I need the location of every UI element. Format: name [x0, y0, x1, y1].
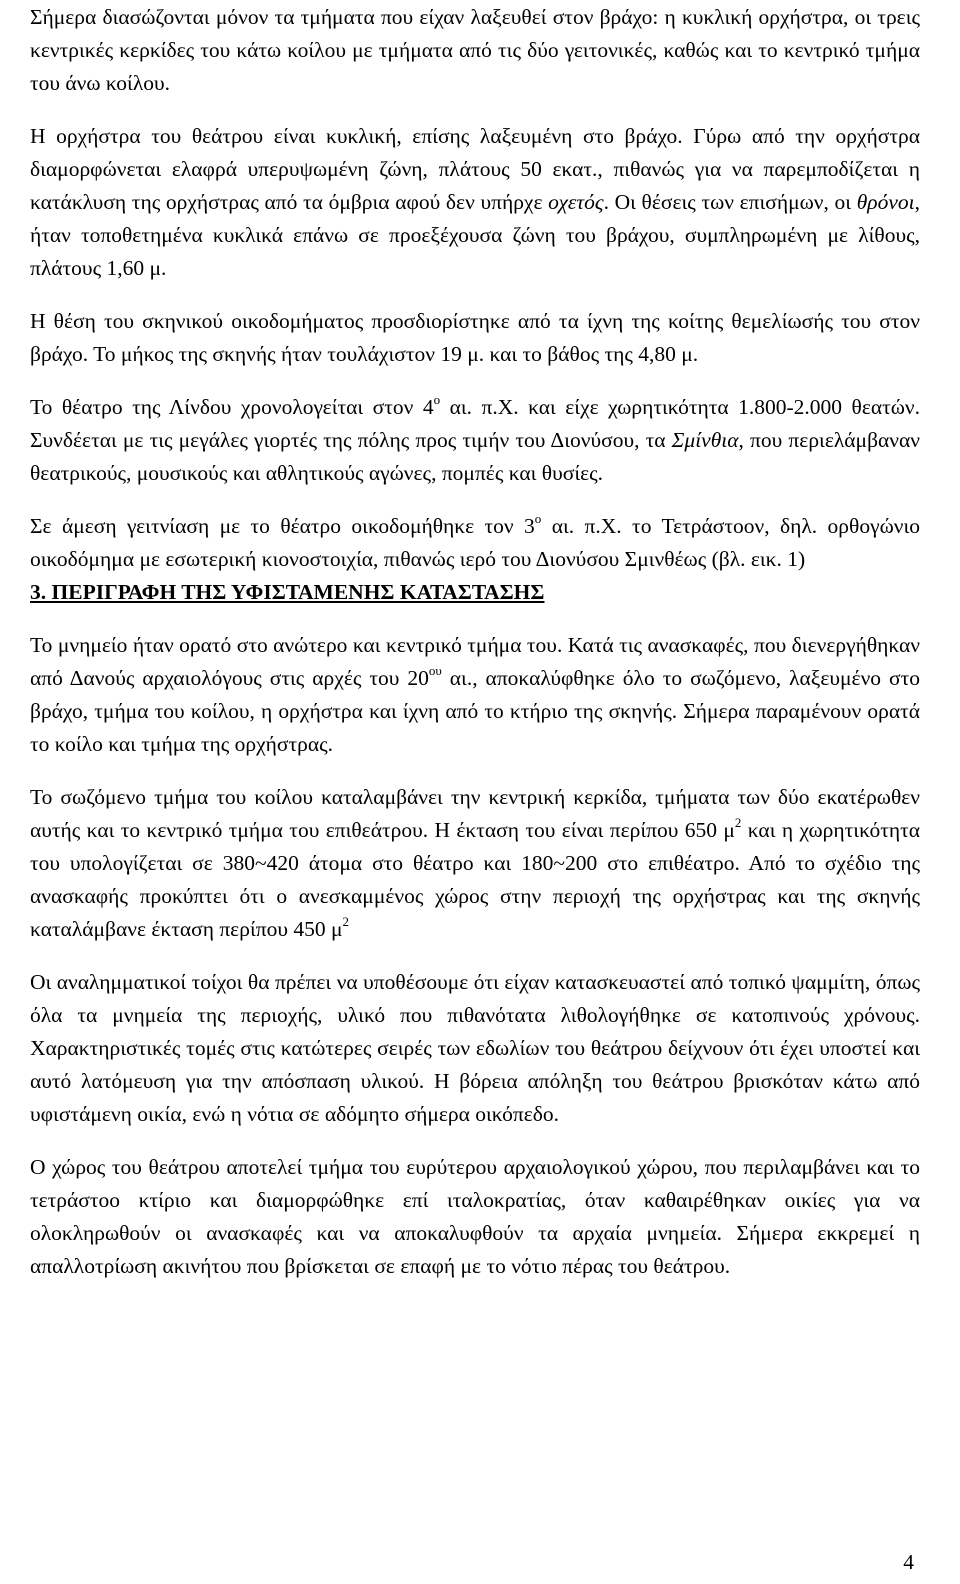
page-number: 4 — [903, 1550, 914, 1574]
paragraph-tetrastoon — [30, 510, 920, 576]
paragraph-cavea-extent — [30, 781, 920, 946]
superscript: ο — [534, 510, 542, 526]
text-run: Σε άμεση γειτνίαση με το θέατρο οικοδομήθηκε τον 3 — [30, 514, 535, 538]
paragraph-dating — [30, 391, 920, 490]
paragraph-retaining-walls: Οι αναλημματικοί τοίχοι θα πρέπει να υποθέσουμε ότι είχαν κατασκευαστεί από τοπικό ψαμμίτη, όπως όλα τα μνημεία της περιοχής, υλικό που πιθανότατα λιθολογήθηκε σε κατοπινούς χρόνους. Χαρακτηριστικές τομές στις κατώτερες σειρές των εδωλίων του θεάτρου δείχνουν ότι έχει υποστεί και αυτό λατόμευση για την απόσπαση υλικού. Η βόρεια απόληξη του θεάτρου βρισκόταν κάτω από υφιστάμενη οικία, ενώ η νότια σε αδόμητο σήμερα οικόπεδο. — [30, 970, 920, 1126]
text-run: . Οι θέσεις των επισήμων, οι — [603, 190, 857, 214]
superscript: 2 — [342, 913, 350, 929]
text-run: Η ορχήστρα του θεάτρου είναι κυκλική, επίσης λαξευμένη στο βράχο. Γύρω από την ορχήστρα διαμορφώνεται ελαφρά υπερυψωμένη ζώνη, πλάτους 50 εκατ., πιθανώς για να παρεμποδίζεται η κατάκλυση της ορχήστρας από τα όμβρια αφού δεν υπήρχε — [30, 124, 920, 214]
italic-term-sminthia: Σμίνθια — [671, 428, 739, 452]
text-run: Το σωζόμενο τμήμα του κοίλου καταλαμβάνει την κεντρική κερκίδα, τμήματα των δύο εκατέρωθεν αυτής και το κεντρικό τμήμα του επιθεάτρου. Η έκταση του είναι περίπου 650 μ — [30, 785, 920, 842]
document-body — [30, 1, 920, 1283]
paragraph-stage-building: Η θέση του σκηνικού οικοδομήματος προσδιορίστηκε από τα ίχνη της κοίτης θεμελίωσής του στον βράχο. Το μήκος της σκηνής ήταν τουλάχιστον 19 μ. και το βάθος της 4,80 μ. — [30, 309, 920, 366]
text-run: Το θέατρο της Λίνδου χρονολογείται στον 4 — [30, 395, 434, 419]
paragraph-orchestra — [30, 120, 920, 285]
text-run: , που περιελάμβαναν θεατρικούς, μουσικούς και αθλητικούς αγώνες, πομπές και θυσίες. — [30, 428, 920, 485]
text-run: και η χωρητικότητα του υπολογίζεται σε 380~420 άτομα στο θέατρο και 180~200 στο επιθέατρο. Από το σχέδιο της ανασκαφής προκύπτει ότι ο ανεσκαμμένος χώρος στην περιοχή της ορχήστρας και της σκηνής καταλάμβανε έκταση περίπου 450 μ — [30, 818, 920, 941]
superscript: ο — [433, 391, 441, 407]
paragraph-excavations — [30, 629, 920, 761]
paragraph-surviving-parts: Σήμερα διασώζονται μόνον τα τμήματα που είχαν λαξευθεί στον βράχο: η κυκλική ορχήστρα, οι τρεις κεντρικές κερκίδες του κάτω κοίλου με τμήματα από τις δύο γειτονικές, καθώς και το κεντρικό τμήμα του άνω κοίλου. — [30, 5, 920, 95]
section-heading: 3. ΠΕΡΙΓΡΑΦΗ ΤΗΣ ΥΦΙΣΤΑΜΕΝΗΣ ΚΑΤΑΣΤΑΣΗΣ — [30, 580, 545, 604]
text-run: αι., αποκαλύφθηκε όλο το σωζόμενο, λαξευμένο στο βράχο, τμήμα του κοίλου, η ορχήστρα και ίχνη από το κτήριο της σκηνής. Σήμερα παραμένουν ορατά το κοίλο και τμήμα της ορχήστρας. — [30, 666, 920, 756]
paragraph-site-context: Ο χώρος του θεάτρου αποτελεί τμήμα του ευρύτερου αρχαιολογικού χώρου, που περιλαμβάνει και το τετράστοο κτίριο και διαμορφώθηκε επί ιταλοκρατίας, όταν καθαιρέθηκαν οικίες για να ολοκληρωθούν οι ανασκαφές και να αποκαλυφθούν τα αρχαία μνημεία. Σήμερα εκκρεμεί η απαλλοτρίωση ακινήτου που βρίσκεται σε επαφή με το νότιο πέρας του θεάτρου. — [30, 1155, 920, 1278]
italic-term-ochetos: οχετός — [548, 190, 604, 214]
text-run: , ήταν τοποθετημένα κυκλικά επάνω σε προεξέχουσα ζώνη του βράχου, συμπληρωμένη με λίθους, πλάτους 1,60 μ. — [30, 190, 920, 280]
text-run: Το μνημείο ήταν ορατό στο ανώτερο και κεντρικό τμήμα του. Κατά τις ανασκαφές, που διενεργήθηκαν από Δανούς αρχαιολόγους στις αρχές του 20 — [30, 633, 920, 690]
superscript: ου — [428, 662, 442, 678]
italic-term-thronoi: θρόνοι — [856, 190, 915, 214]
superscript: 2 — [734, 814, 742, 830]
text-run: αι. π.Χ. και είχε χωρητικότητα 1.800-2.000 θεατών. Συνδέεται με τις μεγάλες γιορτές της πόλης προς τιμήν του Διονύσου, τα — [30, 395, 920, 452]
text-run: αι. π.Χ. το Τετράστοον, δηλ. ορθογώνιο οικοδόμημα με εσωτερική κιονοστοιχία, πιθανώς ιερό του Διονύσου Σμινθέως (βλ. εικ. 1) — [30, 514, 920, 571]
